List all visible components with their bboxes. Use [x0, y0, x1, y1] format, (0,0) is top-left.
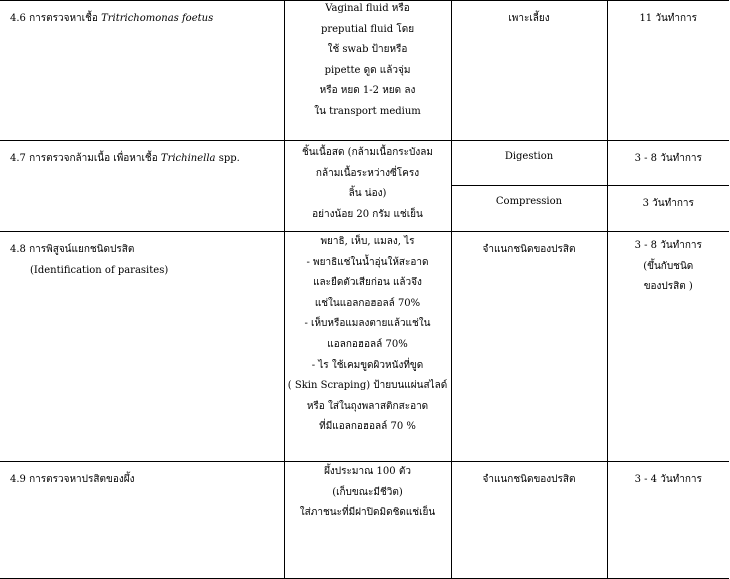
- specimen-line: ผึ้งประมาณ 100 ตัว: [324, 466, 411, 477]
- table-row: [0, 141, 729, 186]
- specimen-line: และยืดตัวเสียก่อน แล้วจึง: [313, 277, 422, 289]
- specimen-cell: [284, 232, 451, 462]
- specimen-line: ใส่ภาชนะที่มีฝาปิดมิดชิดแช่เย็น: [299, 507, 436, 519]
- specimen-cell: [284, 1, 451, 141]
- specimen-cell: [284, 141, 451, 232]
- specimen-cell: [284, 462, 451, 579]
- table-row: [0, 1, 729, 141]
- specimen-line: ชิ้นเนื้อสด (กล้ามเนื้อกระบังลม: [302, 147, 433, 158]
- duration-line: 3 - 8 วันทำการ: [634, 240, 702, 251]
- specimen-line: หรือ หยด 1-2 หยด ลง: [319, 85, 416, 97]
- duration-line: ของปรสิต ): [643, 281, 693, 293]
- method-cell: จำแนกชนิดของปรสิต: [451, 232, 607, 462]
- test-name-english: (Identification of parasites): [30, 265, 169, 276]
- test-name-cell: [0, 462, 284, 579]
- duration-text: 11 วันทำการ: [639, 13, 698, 24]
- specimen-line: Vaginal fluid หรือ: [325, 3, 410, 14]
- specimen-line: พยาธิ, เห็บ, แมลง, ไร: [320, 236, 415, 247]
- specimen-line: แช่ในแอลกอฮอลล์ 70%: [314, 297, 421, 309]
- test-name-cell: [0, 141, 284, 232]
- specimen-line: กล้ามเนื้อระหว่างซี่โครง: [315, 167, 420, 179]
- test-name-cell: [0, 1, 284, 141]
- specimen-line: ( Skin Scraping) ป้ายบนแผ่นสไลด์: [287, 380, 448, 392]
- specimen-line: ที่มีแอลกอฮอลล์ 70 %: [319, 421, 416, 433]
- method-cell: Compression: [451, 186, 607, 232]
- specimen-line: หรือ ใส่ในถุงพลาสติกสะอาด: [306, 400, 429, 412]
- duration-cell: [607, 1, 729, 141]
- specimen-line: แอลกอฮอลล์ 70%: [327, 338, 408, 350]
- test-name: 4.8 การพิสูจน์แยกชนิดปรสิต: [10, 244, 135, 255]
- test-name: 4.7 การตรวจกล้ามเนื้อ เพื่อหาเชื้อ Trichinella spp.: [10, 153, 240, 164]
- specimen-line: - ไร ใช้เคมขูดผิวหนังที่ขูด: [311, 359, 424, 371]
- method-cell: Digestion: [451, 141, 607, 186]
- specimen-line: pipette ดูด แล้วจุ่ม: [324, 64, 411, 76]
- duration-cell: [607, 232, 729, 462]
- table-row: [0, 462, 729, 579]
- table-row: [0, 232, 729, 462]
- specimen-line: ใช้ swab ป้ายหรือ: [327, 44, 408, 56]
- test-name-cell: [0, 232, 284, 462]
- specimen-line: ใน transport medium: [314, 105, 421, 117]
- test-name: 4.9 การตรวจหาปรสิตของผึ้ง: [10, 474, 135, 485]
- method-cell: เพาะเลี้ยง: [451, 1, 607, 141]
- specimen-line: preputial fluid โดย: [320, 23, 415, 35]
- duration-cell: 3 - 8 วันทำการ: [607, 141, 729, 186]
- specimen-line: อย่างน้อย 20 กรัม แช่เย็น: [312, 208, 423, 220]
- duration-cell: 3 วันทำการ: [607, 186, 729, 232]
- specimen-line: (เก็บขณะมีชีวิต): [332, 486, 403, 498]
- test-name: 4.6 การตรวจหาเชื้อ Tritrichomonas foetus: [10, 13, 214, 24]
- duration-line: (ขึ้นกับชนิด: [643, 260, 694, 272]
- duration-cell: [607, 462, 729, 579]
- specimen-line: - เห็บหรือแมลงตายแล้วแช่ใน: [304, 318, 431, 330]
- method-cell: จำแนกชนิดของปรสิต: [451, 462, 607, 579]
- duration-text: 3 - 4 วันทำการ: [634, 474, 702, 485]
- specimen-line: - พยาธิแช่ในน้ำอุ่นให้สะอาด: [306, 256, 429, 268]
- specimen-line: ลิ้น น่อง): [348, 188, 387, 200]
